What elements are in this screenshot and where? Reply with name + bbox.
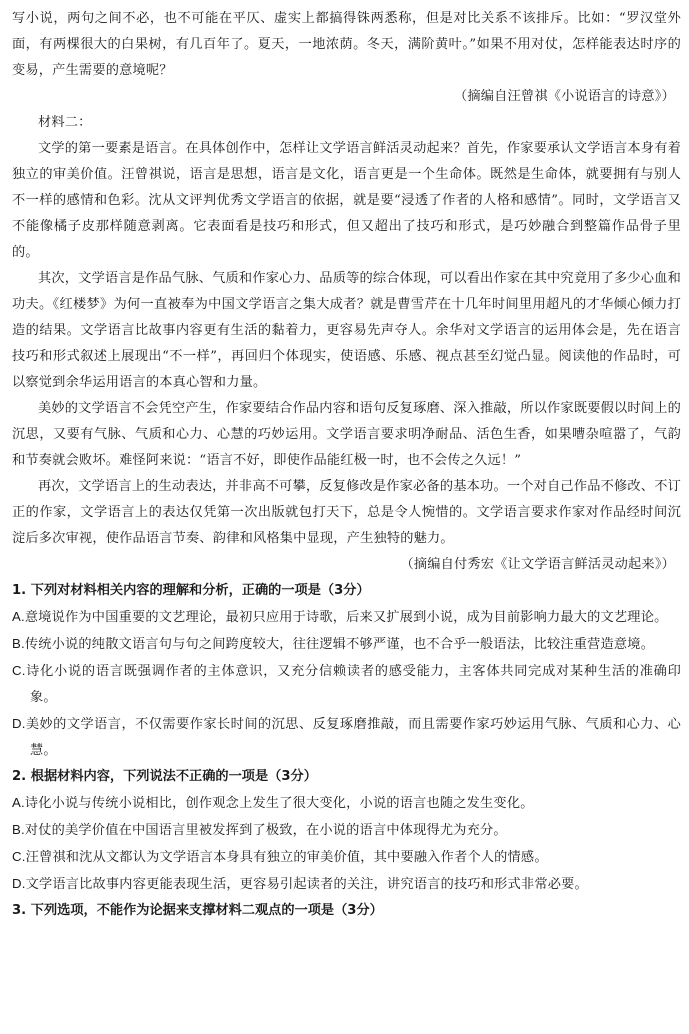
- passage-paragraph: 美妙的文学语言不会凭空产生，作家要结合作品内容和语句反复琢磨、深入推敲，所以作家既要假以时间上的沉思，又要有气脉、气质和心力、心慧的巧妙运用。文学语言要求明净耐品、活色生香，如果嘈杂喧嚣了，气韵和节奏就会败坏。难怪阿来说：“语言不好，即使作品能红极一时，也不会传之久远！”: [12, 401, 681, 468]
- question-1-stem: 1. 下列对材料相关内容的理解和分析，正确的一项是（3分）: [12, 583, 370, 598]
- material-label: 材料二：: [38, 115, 92, 130]
- question-3-stem: 3. 下列选项，不能作为论据来支撑材料二观点的一项是（3分）: [12, 903, 383, 918]
- source-citation: （摘编自汪曾祺《小说语言的诗意》）: [454, 89, 675, 104]
- question-1-option-b[interactable]: B.传统小说的纯散文语言句与句之间跨度较大，往往逻辑不够严谨，也不合乎一般语法，比较注重营造意境。: [12, 636, 655, 652]
- question-2-option-b[interactable]: B.对仗的美学价值在中国语言里被发挥到了极致，在小说的语言中体现得尤为充分。: [12, 822, 507, 838]
- question-2-option-c[interactable]: C.汪曾祺和沈从文都认为文学语言本身具有独立的审美价值，其中要融入作者个人的情感。: [12, 849, 548, 865]
- passage-paragraph: 文学的第一要素是语言。在具体创作中，怎样让文学语言鲜活灵动起来？首先，作家要承认文学语言本身有着独立的审美价值。汪曾祺说，语言是思想，语言是文化，语言更是一个生命体。既然是生命体，就要拥有与别人不一样的感情和色彩。沈从文评判优秀文学语言的依据，就是要“浸透了作者的人格和感情”。同时，文学语言又不能像橘子皮那样随意剥离。它表面看是技巧和形式，但又超出了技巧和形式，是巧妙融合到整篇作品骨子里的。: [12, 141, 681, 260]
- passage-paragraph: 其次，文学语言是作品气脉、气质和作家心力、品质等的综合体现，可以看出作家在其中究竟用了多少心血和功夫。《红楼梦》为何一直被奉为中国文学语言之集大成者？就是曹雪芹在十几年时间里用超凡的才华倾心倾力打造的结果。文学语言比故事内容更有生活的黏着力，更容易先声夺人。余华对文学语言的运用体会是，先在语言技巧和形式叙述上展现出“不一样”，再回归个体现实，使语感、乐感、视点甚至幻觉凸显。阅读他的作品时，可以察觉到余华运用语言的本真心智和力量。: [12, 271, 681, 390]
- question-1-option-c[interactable]: C.诗化小说的语言既强调作者的主体意识，又充分信赖读者的感受能力，主客体共同完成对某种生活的准确印象。: [12, 663, 681, 705]
- question-2-option-d[interactable]: D.文学语言比故事内容更能表现生活，更容易引起读者的关注，讲究语言的技巧和形式非常必要。: [12, 876, 588, 892]
- question-2-option-a[interactable]: A.诗化小说与传统小说相比，创作观念上发生了很大变化，小说的语言也随之发生变化。: [12, 795, 534, 811]
- passage-paragraph: 写小说，两句之间不必，也不可能在平仄、虚实上都搞得铢两悉称，但是对比关系不该排斥。比如：“罗汉堂外面，有两棵很大的白果树，有几百年了。夏天，一地浓荫。冬天，满阶黄叶。”如果不用对仗，怎样能表达时序的变易，产生需要的意境呢？: [12, 11, 681, 78]
- question-2-stem: 2. 根据材料内容，下列说法不正确的一项是（3分）: [12, 769, 317, 784]
- source-citation: （摘编自付秀宏《让文学语言鲜活灵动起来》）: [400, 557, 675, 572]
- question-1-option-d[interactable]: D.美妙的文学语言，不仅需要作家长时间的沉思、反复琢磨推敲，而且需要作家巧妙运用气脉、气质和心力、心慧。: [12, 716, 681, 758]
- passage-paragraph: 再次，文学语言上的生动表达，并非高不可攀，反复修改是作家必备的基本功。一个对自己作品不修改、不订正的作家，文学语言上的表达仅凭第一次出版就包打天下，总是令人惋惜的。文学语言要求作家对作品经时间沉淀后多次审视，使作品语言节奏、韵律和风格集中显现，产生独特的魅力。: [12, 479, 681, 546]
- question-1-option-a[interactable]: A.意境说作为中国重要的文艺理论，最初只应用于诗歌，后来又扩展到小说，成为目前影响力最大的文艺理论。: [12, 609, 668, 625]
